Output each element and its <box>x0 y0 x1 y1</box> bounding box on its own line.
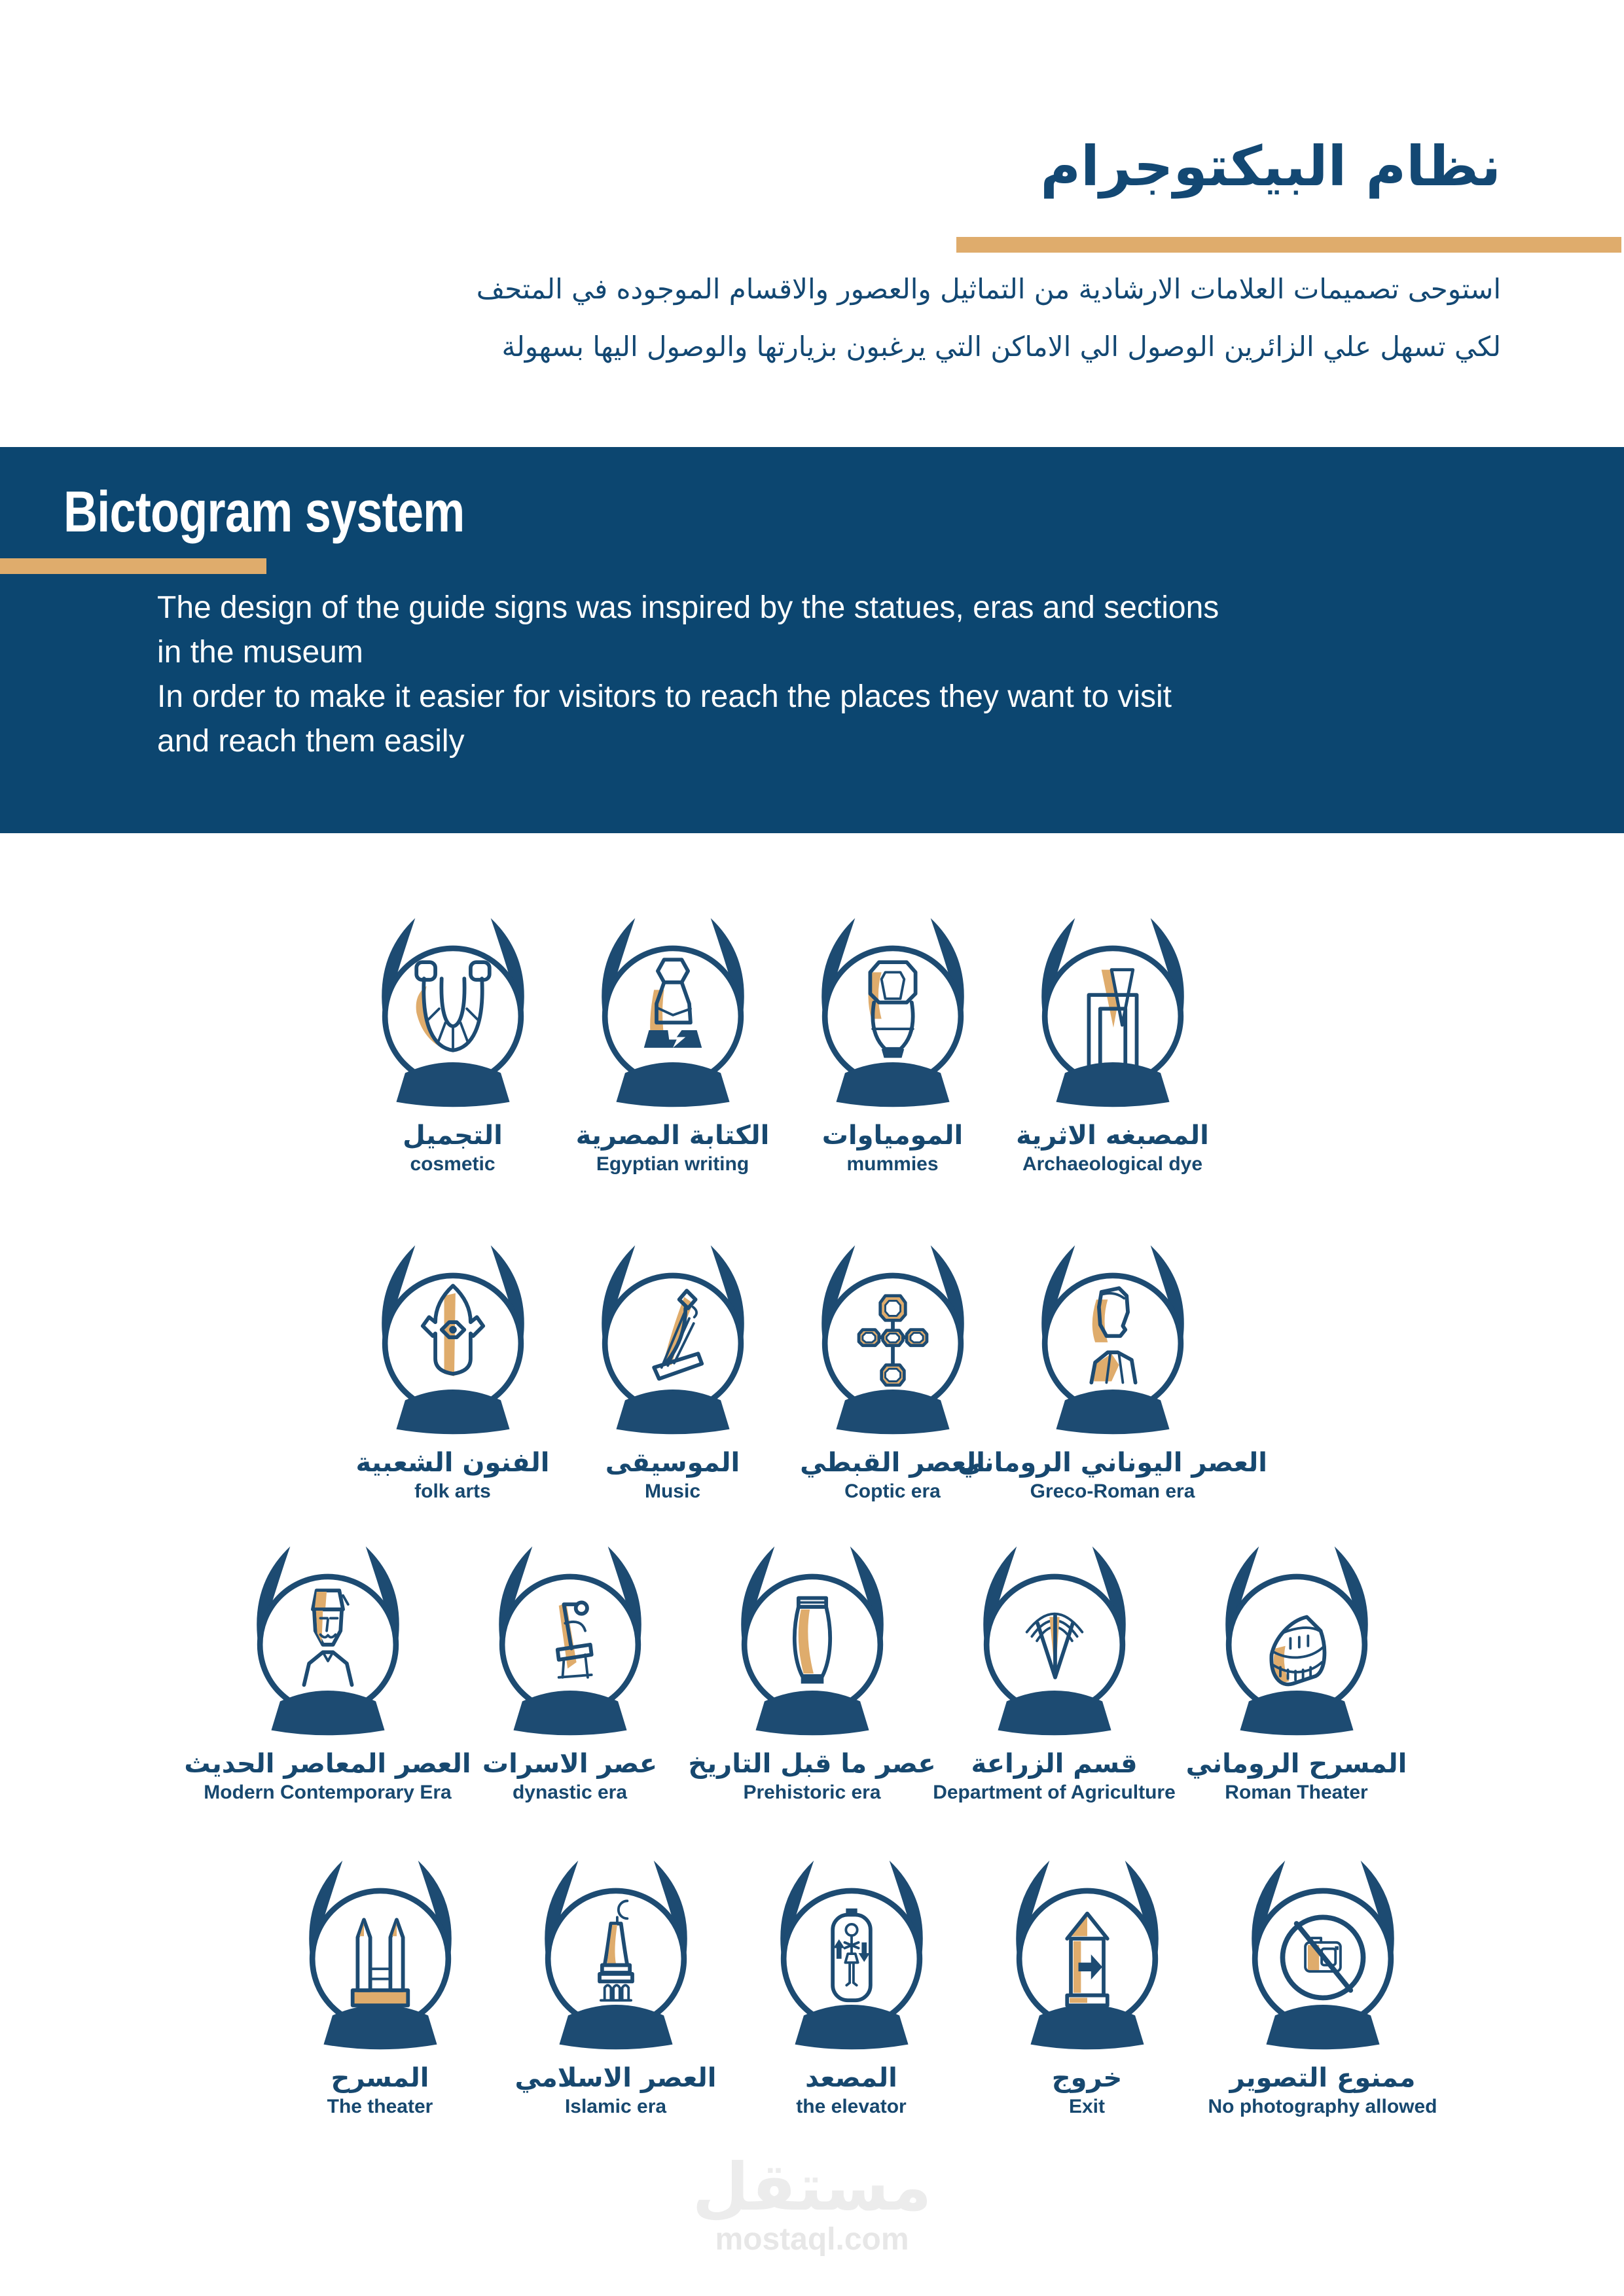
pictogram-no-photography <box>1205 1857 1441 2118</box>
pictogram-row-3 <box>0 1543 1624 1804</box>
pictogram-theater <box>262 1857 498 2118</box>
section-title: Bictogram system <box>63 479 465 544</box>
pictogram-label-ar: العصر القبطي <box>800 1448 985 1478</box>
pictogram-folk-arts <box>343 1242 563 1503</box>
pictogram-label-ar: خروج <box>1051 2063 1123 2093</box>
pictogram-greco-roman <box>958 1242 1267 1503</box>
pictogram-label-ar: المومياوات <box>821 1121 964 1151</box>
exit-door-icon <box>1005 1857 1169 2054</box>
pictogram-label-en: The theater <box>327 2096 433 2117</box>
pictogram-label-en: Prehistoric era <box>743 1782 881 1803</box>
throne-icon <box>488 1543 652 1740</box>
pictogram-prehistoric <box>688 1543 936 1804</box>
pictogram-agriculture <box>933 1543 1176 1804</box>
pictogram-label-ar: الكتابة المصرية <box>575 1121 770 1151</box>
section-banner <box>0 447 1624 833</box>
pictogram-label-ar: المسرح الروماني <box>1185 1749 1407 1779</box>
minaret-icon <box>534 1857 698 2054</box>
papyrus-plant-icon <box>973 1543 1136 1740</box>
twin-towers-icon <box>298 1857 462 2054</box>
arabic-page-title: نظام البيكتوجرام <box>1040 134 1501 198</box>
pictogram-label-ar: ممنوع التصوير <box>1229 2063 1416 2093</box>
pictogram-label-en: Archaeological dye <box>1022 1153 1203 1175</box>
pictogram-label-ar: قسم الزراعة <box>971 1749 1138 1779</box>
arabic-intro-paragraph <box>477 260 1501 376</box>
mostaql-logo: مستقل <box>692 2149 932 2225</box>
pictogram-label-ar: عصر ما قبل التاريخ <box>688 1749 936 1779</box>
pictogram-label-en: Music <box>644 1480 701 1502</box>
pictogram-egyptian-writing <box>563 915 783 1175</box>
pictogram-cosmetic <box>343 915 563 1175</box>
roman-bust-icon <box>1031 1242 1195 1439</box>
no-photography-icon <box>1241 1857 1405 2054</box>
watermark <box>0 2149 1624 2257</box>
pictogram-elevator <box>734 1857 969 2118</box>
pictogram-label-ar: العصر اليوناني الروماني <box>958 1448 1267 1478</box>
cosmetic-collar-icon <box>371 915 535 1111</box>
pictogram-label-en: Coptic era <box>844 1480 941 1502</box>
pictogram-label-ar: التجميل <box>403 1121 503 1151</box>
pictogram-modern-contemporary <box>184 1543 471 1804</box>
description-line-4: and reach them easily <box>157 724 465 759</box>
pictogram-music <box>563 1242 783 1503</box>
pictogram-dynastic <box>449 1543 691 1804</box>
pictogram-label-ar: المصعد <box>805 2063 897 2093</box>
pictogram-exit <box>969 1857 1205 2118</box>
pictogram-label-en: Exit <box>1068 2096 1106 2117</box>
pictogram-label-en: No photography allowed <box>1208 2096 1437 2117</box>
pictogram-label-ar: العصر المعاصر الحديث <box>184 1749 471 1779</box>
section-description <box>157 586 1219 764</box>
pictogram-label-ar: الفنون الشعبية <box>355 1448 550 1478</box>
pictogram-label-en: Islamic era <box>564 2096 667 2117</box>
pictogram-label-en: Greco-Roman era <box>1030 1480 1195 1502</box>
mostaql-domain: mostaql.com <box>715 2222 909 2257</box>
arabic-intro-line-2: لكي تسهل علي الزائرين الوصول الي الاماكن التي يرغبون بزيارتها والوصول اليها بسهولة <box>501 331 1501 363</box>
dye-monogram-icon <box>1031 915 1195 1111</box>
coptic-cross-icon <box>811 1242 975 1439</box>
pictogram-label-en: dynastic era <box>512 1782 628 1803</box>
pictogram-label-en: folk arts <box>414 1480 491 1502</box>
banner-underline-bar <box>0 558 266 574</box>
pictogram-row-4 <box>0 1857 1624 2118</box>
harp-icon <box>591 1242 755 1439</box>
clay-pot-icon <box>731 1543 894 1740</box>
pictogram-archaeological-dye <box>1003 915 1223 1175</box>
pictogram-label-en: Egyptian writing <box>596 1153 749 1175</box>
pictogram-row-1 <box>0 915 1624 1175</box>
pictogram-label-en: cosmetic <box>410 1153 496 1175</box>
pictogram-label-en: mummies <box>846 1153 939 1175</box>
pictogram-label-en: Department of Agriculture <box>933 1782 1176 1803</box>
pictogram-label-ar: عصر الاسرات <box>482 1749 658 1779</box>
description-line-3: In order to make it easier for visitors to reach the places they want to visit <box>157 679 1172 714</box>
pictogram-islamic <box>498 1857 734 2118</box>
sarcophagus-icon <box>811 915 975 1111</box>
pictogram-roman-theater <box>1176 1543 1418 1804</box>
pictogram-row-2 <box>0 1242 1624 1503</box>
pictogram-mummies <box>783 915 1003 1175</box>
pictogram-label-ar: المسرح <box>331 2063 429 2093</box>
arabic-intro-line-1: استوحى تصميمات العلامات الارشادية من التماثيل والعصور والاقسام الموجوده في المتحف <box>476 273 1501 305</box>
pictogram-label-ar: المصبغه الاثرية <box>1016 1121 1209 1151</box>
colosseum-icon <box>1215 1543 1379 1740</box>
elevator-icon <box>770 1857 933 2054</box>
pictogram-label-en: the elevator <box>796 2096 907 2117</box>
fez-man-icon <box>246 1543 410 1740</box>
pictogram-label-ar: الموسيقى <box>605 1448 740 1478</box>
description-line-2: in the museum <box>157 635 363 670</box>
scribe-icon <box>591 915 755 1111</box>
pictogram-label-en: Roman Theater <box>1225 1782 1368 1803</box>
hamsa-icon <box>371 1242 535 1439</box>
title-underline-bar <box>956 237 1621 253</box>
description-line-1: The design of the guide signs was inspired by the statues, eras and sections <box>157 590 1219 625</box>
pictogram-label-en: Modern Contemporary Era <box>204 1782 452 1803</box>
pictogram-label-ar: العصر الاسلامي <box>514 2063 717 2093</box>
